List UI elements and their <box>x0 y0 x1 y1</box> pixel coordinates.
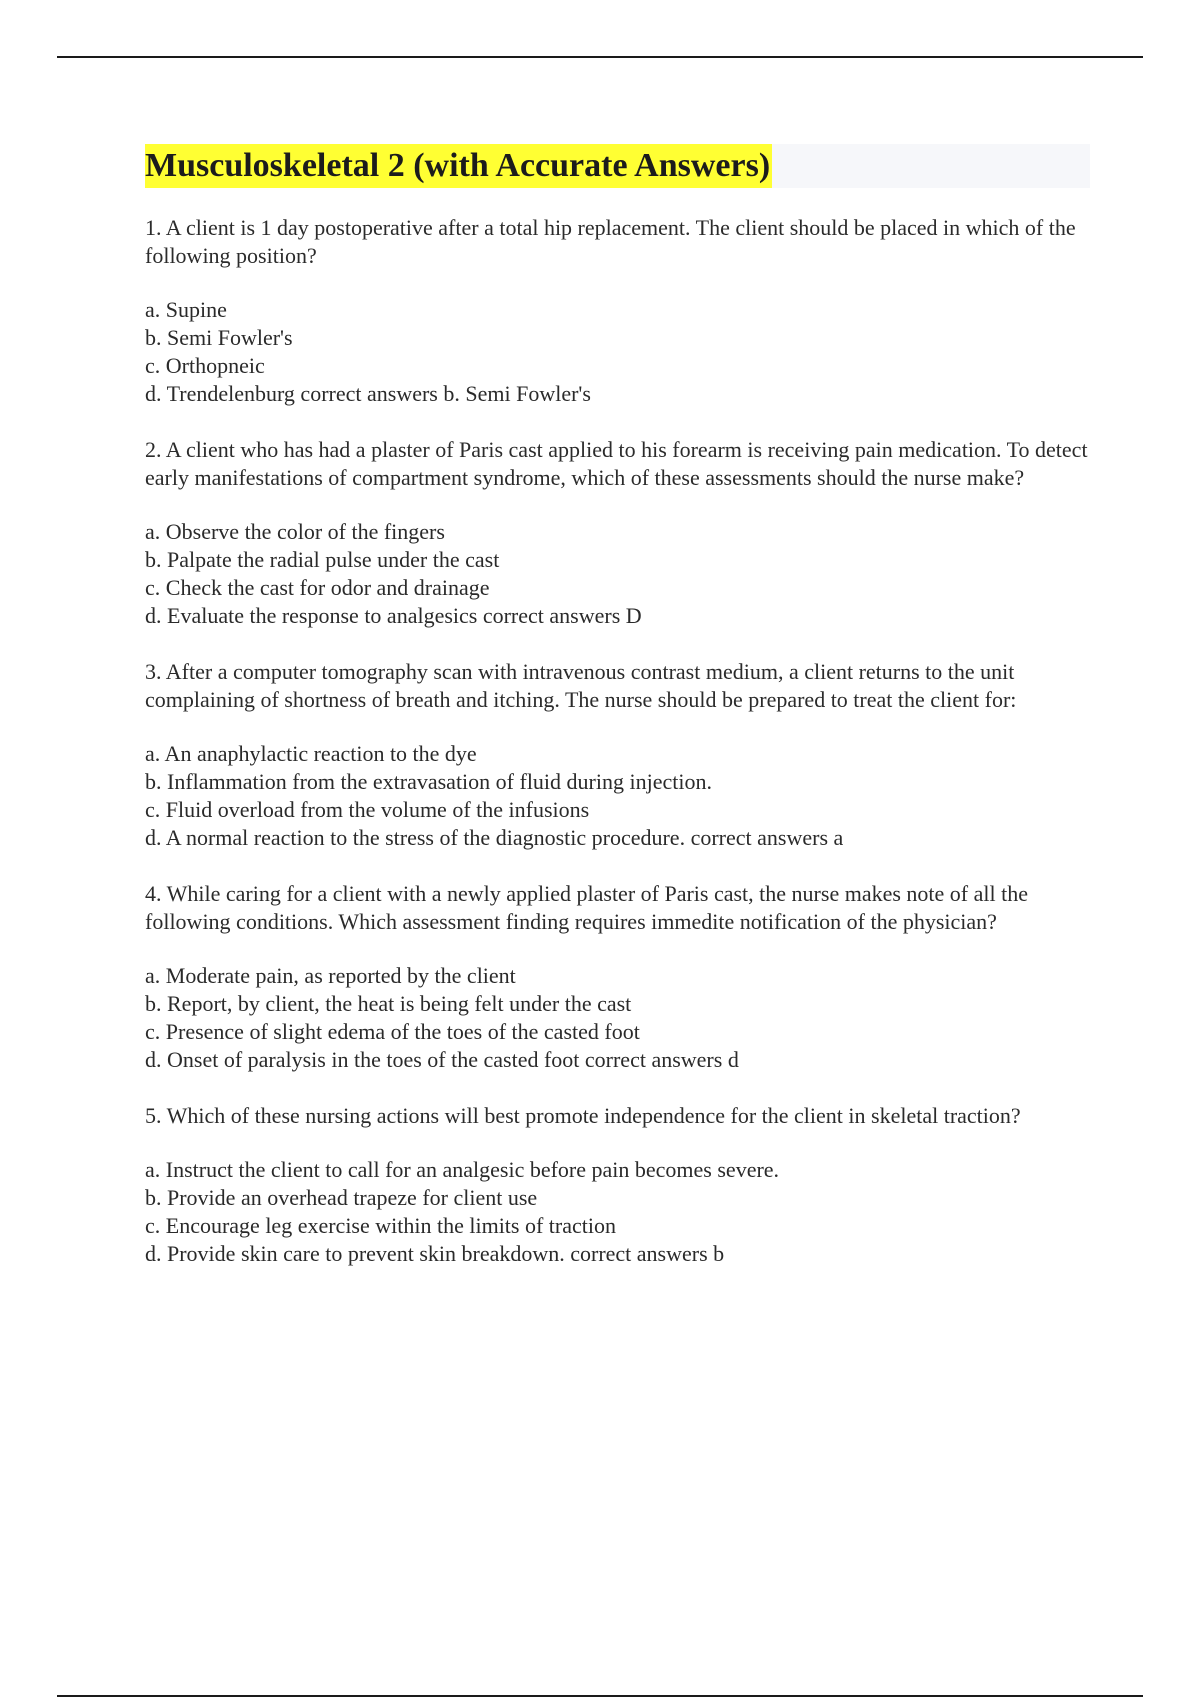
question-2 <box>145 436 1090 630</box>
option-a: a. Observe the color of the fingers <box>145 519 445 544</box>
option-d-with-answer: d. Evaluate the response to analgesics correct answers D <box>145 603 642 628</box>
option-d-with-answer: d. A normal reaction to the stress of the diagnostic procedure. correct answers a <box>145 825 844 850</box>
bottom-rule <box>57 1695 1143 1697</box>
question-text: 3. After a computer tomography scan with intravenous contrast medium, a client returns to the unit complaining of shortness of breath and itching. The nurse should be prepared to treat the client for: <box>145 659 1017 712</box>
option-b: b. Semi Fowler's <box>145 325 293 350</box>
option-a: a. Supine <box>145 297 227 322</box>
option-b: b. Provide an overhead trapeze for client use <box>145 1185 538 1210</box>
question-text: 2. A client who has had a plaster of Paris cast applied to his forearm is receiving pain medication. To detect early manifestations of compartment syndrome, which of these assessments should the nurse make? <box>145 437 1088 490</box>
question-1 <box>145 214 1090 408</box>
option-a: a. Moderate pain, as reported by the client <box>145 963 516 988</box>
option-c: c. Check the cast for odor and drainage <box>145 575 490 600</box>
option-a: a. Instruct the client to call for an analgesic before pain becomes severe. <box>145 1157 780 1182</box>
document-body <box>145 144 1090 1268</box>
question-text: 4. While caring for a client with a newly applied plaster of Paris cast, the nurse makes note of all the following conditions. Which assessment finding requires immedite notification of the physician? <box>145 881 1028 934</box>
options-list <box>145 296 1090 408</box>
question-5 <box>145 1102 1090 1268</box>
question-text: 1. A client is 1 day postoperative after a total hip replacement. The client should be placed in which of the following position? <box>145 215 1076 268</box>
option-b: b. Report, by client, the heat is being felt under the cast <box>145 991 632 1016</box>
options-list <box>145 518 1090 630</box>
option-b: b. Palpate the radial pulse under the cast <box>145 547 500 572</box>
top-rule <box>57 56 1143 58</box>
options-list <box>145 1156 1090 1268</box>
option-d-with-answer: d. Trendelenburg correct answers b. Semi Fowler's <box>145 381 591 406</box>
options-list <box>145 740 1090 852</box>
title-band <box>145 144 1090 188</box>
option-a: a. An anaphylactic reaction to the dye <box>145 741 477 766</box>
document-title: Musculoskeletal 2 (with Accurate Answers) <box>145 144 772 188</box>
option-d-with-answer: d. Provide skin care to prevent skin breakdown. correct answers b <box>145 1241 725 1266</box>
option-b: b. Inflammation from the extravasation of fluid during injection. <box>145 769 712 794</box>
option-c: c. Fluid overload from the volume of the infusions <box>145 797 590 822</box>
option-d-with-answer: d. Onset of paralysis in the toes of the casted foot correct answers d <box>145 1047 739 1072</box>
option-c: c. Presence of slight edema of the toes of the casted foot <box>145 1019 640 1044</box>
option-c: c. Encourage leg exercise within the limits of traction <box>145 1213 617 1238</box>
question-3 <box>145 658 1090 852</box>
question-4 <box>145 880 1090 1074</box>
question-text: 5. Which of these nursing actions will best promote independence for the client in skeletal traction? <box>145 1103 1021 1128</box>
options-list <box>145 962 1090 1074</box>
option-c: c. Orthopneic <box>145 353 265 378</box>
